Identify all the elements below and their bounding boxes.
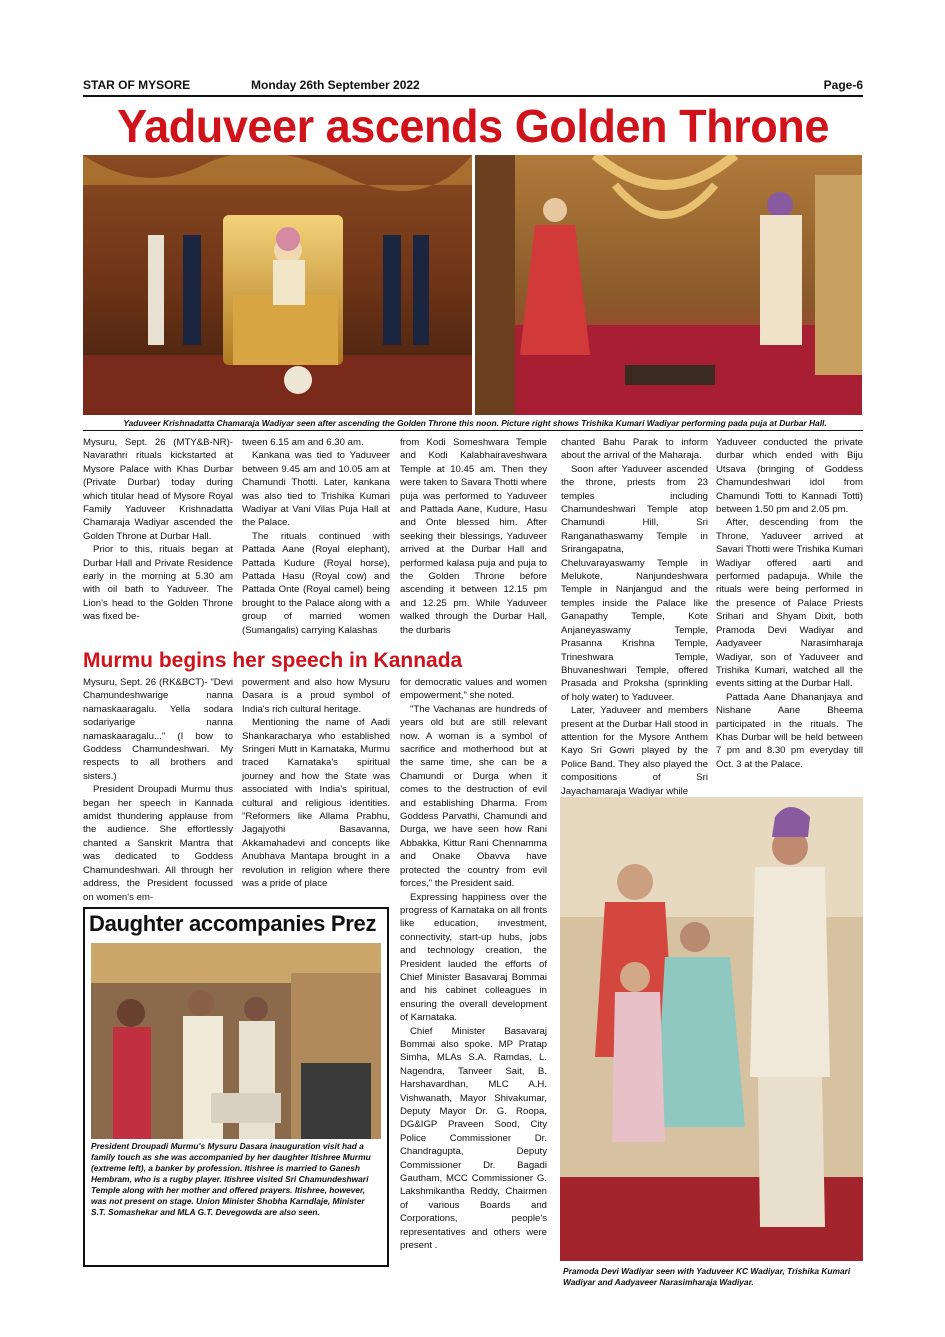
paragraph: President Droupadi Murmu thus began her speech in Kannada amidst thundering applause from the audience. She effortlessly chanted a Sanskrit Mantra that was dedicated to Goddess Chamundeshwari. All through her address, the President focussed on women's em-	[83, 784, 233, 903]
family-caption: Pramoda Devi Wadiyar seen with Yaduveer KC Wadiyar, Trishika Kumari Wadiyar and Aadyaveer Narasimharaja Wadiyar.	[563, 1266, 851, 1287]
second-headline: Murmu begins her speech in Kannada	[83, 649, 463, 672]
paragraph: tween 6.15 am and 6.30 am.	[242, 437, 364, 448]
masthead	[83, 78, 863, 94]
daughter-box	[83, 907, 389, 1267]
box-headline: Daughter accompanies Prez	[89, 911, 377, 936]
paragraph: "The Vachanas are hundreds of years old but are still relevant now. A woman is a symbol of sacrifice and motherhood but at the same time, she can be a Chamundi or Durga when it comes to the destruction of evil and establishing Dharma. From Goddess Parvathi, Chamundi and Durga, we have seen how Rani Abbakka, Kittur Rani Chennamma and Onake Obavva have protected the country from evil forces," the President said.	[400, 703, 547, 890]
golden-throne-image	[83, 155, 472, 415]
main-story-col-2	[242, 436, 390, 637]
paragraph: Mentioning the name of Aadi Shankaracharya who established Sringeri Mutt in Karnataka, Murmu traced Karnataka's spiritual journey and how the State was associated with India's spiritual, cultural and religious identities. "Reformers like Allama Prabhu, Jagajyothi Basavanna, Akkamahadevi and concepts like Anubhava Mantapa brought in a revolution in religion where there was a pride of place	[242, 717, 390, 890]
second-story-col-3	[400, 676, 547, 1252]
main-story-col-5	[716, 436, 863, 771]
main-story-col-1	[83, 436, 233, 624]
caption-rule	[83, 430, 863, 431]
paragraph: Mysuru, Sept. 26 (RK&BCT)- "Devi Chamundeshwarige nanna namaskaaragalu. Yella sodara sodariyarige nanna namaskaaragalu..." (I bow to Goddess Chamundeshwari. My respects to all brothers and sisters.)	[83, 677, 233, 782]
paragraph: from Kodi Someshwara Temple and Kodi Kalabhairaveshwara Temple at 10.45 am. Then they were taken to Savara Thotti where puja was performed to Yaduveer and Pattada Aane, Kudure, Hasu and Onte blessed him. After seeking their blessings, Yaduveer arrived at the Durbar Hall and performed kalasa puja and puja to the Golden Throne before ascending it between 12.15 pm and 12.25 pm. While Yaduveer walked through the Durbar Hall, the durbaris	[400, 437, 547, 636]
temple-visit-image	[91, 943, 381, 1139]
paragraph: Kankana was tied to Yaduveer between 9.45 am and 10.05 am at Chamundi Thotti. Later, kankana was also tied to Trishika Kumari Wadiyar at Vani Vilas Puja Hall at the Palace.	[242, 450, 390, 529]
paragraph: Yaduveer conducted the private durbar which ended with Biju Utsava (bringing of Goddess Chamundeshwari idol from Chamundi Totti to Kannadi Totti) between 1.50 pm and 2.05 pm.	[716, 437, 863, 516]
paragraph: Expressing happiness over the progress of Karnataka on all fronts like education, investment, connectivity, start-up hubs, jobs and technology creation, the President lauded the efforts of Chief Minister Basavaraj Bommai and his cabinet colleagues in ensuring the overall development of Karnataka.	[400, 891, 547, 1024]
page-number: Page-6	[823, 78, 863, 92]
paragraph: Pattada Aane Dhananjaya and Nishane Aane Bheema participated in the rituals. The Khas Durbar will be held between 7 pm and 8.30 pm everyday till Oct. 3 at the Palace.	[716, 691, 863, 770]
paragraph: chanted Bahu Parak to inform about the arrival of the Maharaja.	[561, 437, 708, 462]
main-headline: Yaduveer ascends Golden Throne	[117, 100, 829, 152]
paragraph: After, descending from the Throne, Yaduveer arrived at Savari Thotti were Trishika Kumari Wadiyar offered aarti and performed padapuja. While the rituals were being performed in the presence of Palace Priests Srihari and Shyam Dixit, both Pramoda Devi Wadiyar and Aadyaveer Narasimharaja Wadiyar, son of Yaduveer and Trishika Kumari, watched all the events sitting at the Durbar Hall.	[716, 517, 863, 690]
issue-date: Monday 26th September 2022	[251, 78, 420, 92]
paragraph: powerment and also how Mysuru Dasara is a proud symbol of India's rich cultural heritage.	[242, 677, 390, 715]
pada-puja-image	[475, 155, 862, 415]
paragraph: The rituals continued with Pattada Aane (Royal elephant), Pattada Kudure (Royal horse), Pattada Hasu (Royal cow) and Pattada Onte (Royal camel) being brought to the Palace along with a group of married women (Sumangalis) carrying Kalashas	[242, 530, 390, 636]
family-photo	[560, 797, 863, 1261]
publication-name: STAR OF MYSORE	[83, 78, 191, 92]
paragraph: Mysuru, Sept. 26 (MTY&B-NR)- Navarathri rituals kickstarted at Mysore Palace with Khas Durbar (Private Durbar) today during which titular head of Mysore Royal Family Yaduveer Krishnadatta Chamaraja Wadiyar ascended the Golden Throne at Durbar Hall.	[83, 437, 233, 542]
masthead-rule	[83, 95, 863, 97]
paragraph: Later, Yaduveer and members present at the Durbar Hall stood in attention for the Mysore Anthem Kayo Sri Gowri played by the Police Band. They also played the compositions of Sri Jayachamaraja Wadiyar while	[561, 705, 708, 797]
golden-throne-photo	[83, 155, 472, 415]
paragraph: for democratic values and women empowerment," she noted.	[400, 677, 547, 702]
temple-visit-photo	[91, 943, 381, 1139]
box-caption: President Droupadi Murmu's Mysuru Dasara inauguration visit had a family touch as she was accompanied by her daughter Itishree Murmu (extreme left), a banker by profession. Itishree is married to Ganesh Hembram, who is a rugby player. Itishree visited Sri Chamundeshwari Temple along with her mother and offered prayers. Itishree, however, was not present on stage. Union Minister Shobha Karndlaje, Minister S.T. Somashekar and MLA G.T. Devegowda are also seen.	[91, 1141, 371, 1217]
main-story-col-3	[400, 436, 547, 637]
family-image	[560, 797, 863, 1261]
second-story-col-1	[83, 676, 233, 904]
paragraph: Prior to this, rituals began at Durbar Hall and Private Residence early in the morning at 5.30 am with oil bath to Yaduveer. The Lion's head to the Golden Throne was fixed be-	[83, 544, 233, 623]
second-story-col-2	[242, 676, 390, 891]
main-story-col-4	[561, 436, 708, 798]
pada-puja-photo	[475, 155, 862, 415]
top-photo-caption: Yaduveer Krishnadatta Chamaraja Wadiyar seen after ascending the Golden Throne this noon. Picture right shows Trishika Kumari Wadiyar performing pada puja at Durbar Hall.	[123, 418, 827, 428]
paragraph: Chief Minister Basavaraj Bommai also spoke. MP Pratap Simha, MLAs S.A. Ramdas, L. Nagendra, Tanveer Sait, B. Harshavardhan, MLC A.H. Vishwanath, Mayor Shivakumar, Deputy Mayor Dr. G. Roopa, DG&IGP Praveen Sood, City Police Commissioner Dr. Chandragupta, Deputy Commissioner Dr. Bagadi Gautham, MCC Commissioner G. Lakshmikantha Reddy, Chairmen of various Boards and Corporations, people's representatives and others were present .	[400, 1025, 547, 1252]
paragraph: Soon after Yaduveer ascended the throne, priests from 23 temples including Chamundeshwari Temple atop Chamundi Hill, Sri Ranganathaswamy Temple in Srirangapatna, Cheluvarayaswamy Temple in Melukote, Nanjundeshwara Temple in Nanjangud and the temples inside the Palace like Ganapathy Temple, Kote Anjaneyaswamy Temple, Prasanna Krishna Temple, Trineshwara Temple, Bhuvaneshwari Temple, offered Prasada and Proksha (sprinkling of holy water) to Yaduveer.	[561, 463, 708, 703]
